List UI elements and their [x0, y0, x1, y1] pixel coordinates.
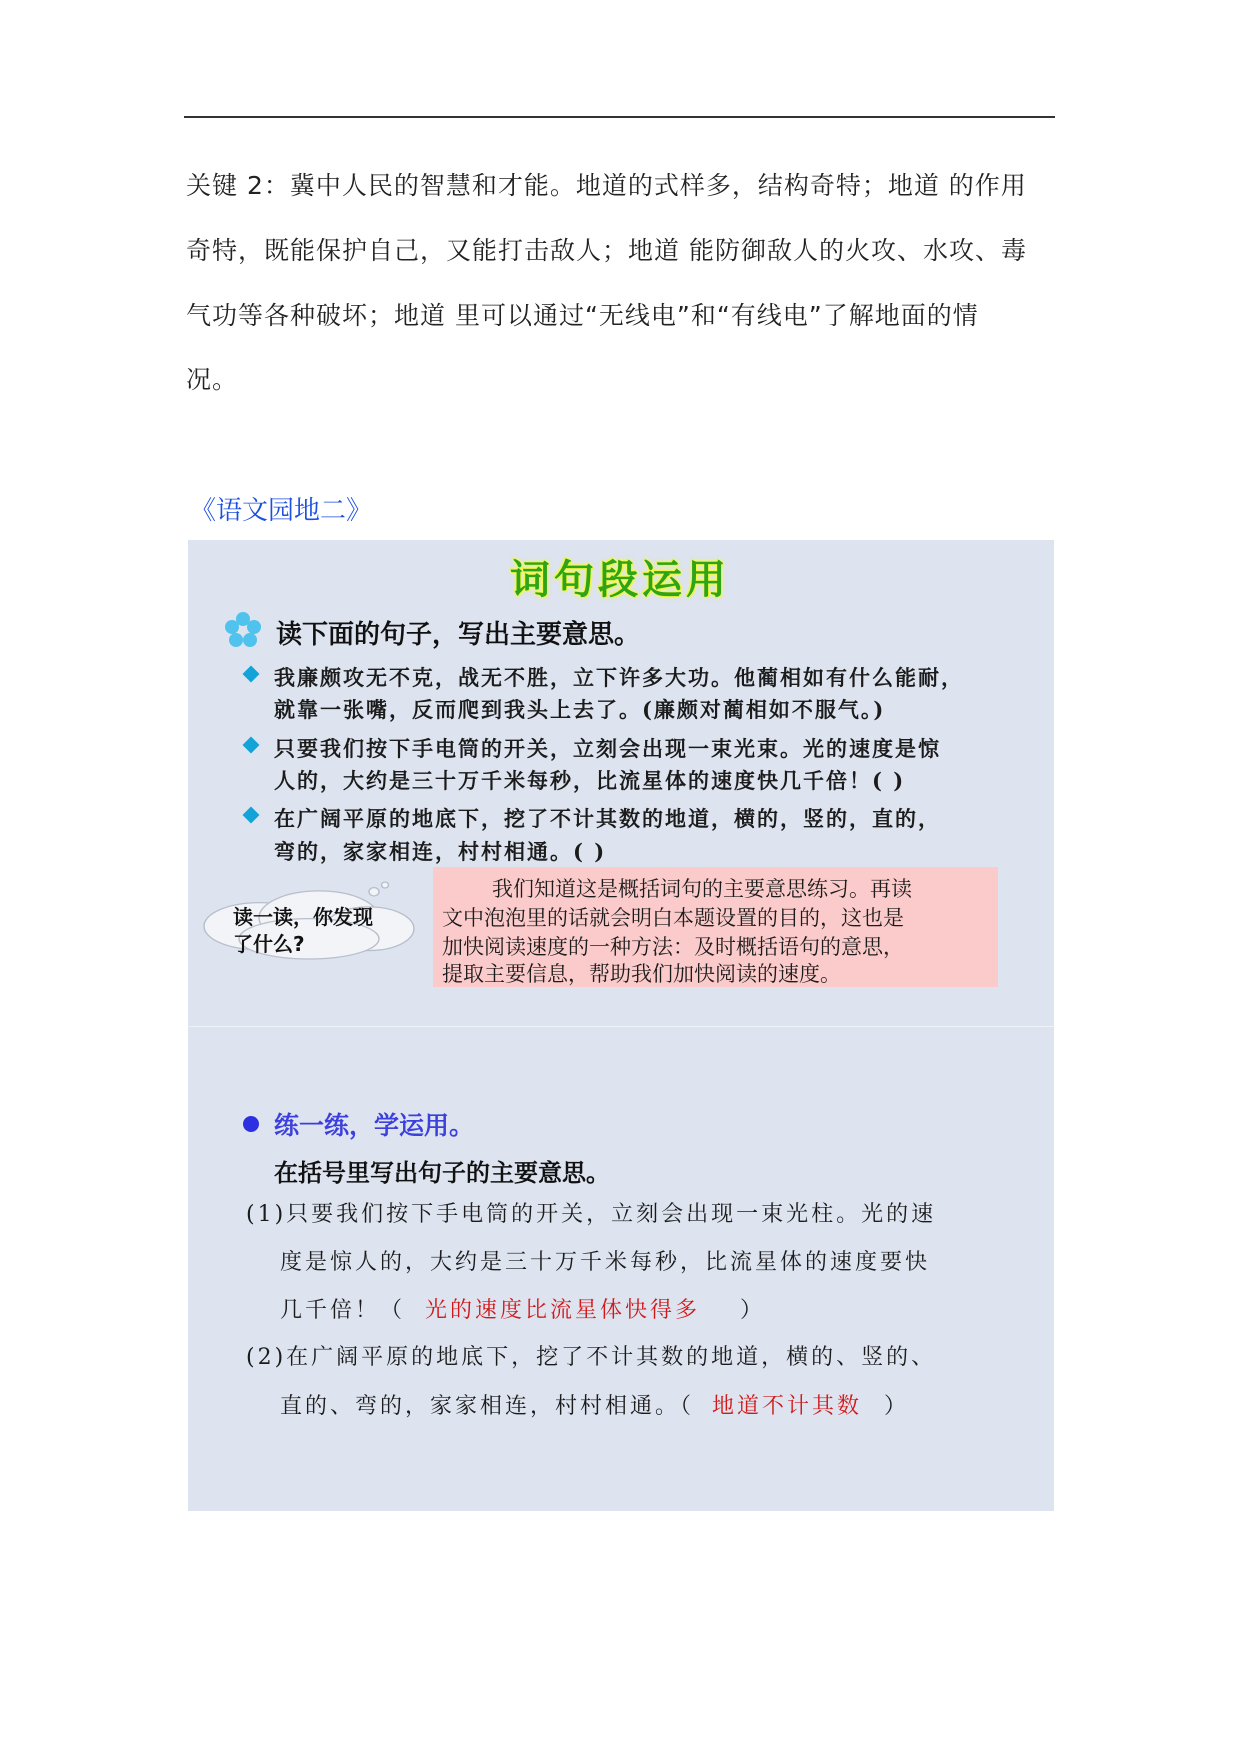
paragraph-line: 关键 2：冀中人民的智慧和才能。地道的式样多，结构奇特；地道 的作用	[186, 171, 1027, 200]
question-text: ）	[884, 1394, 910, 1419]
question-text: 直的、弯的，家家相连，村村相通。（	[280, 1394, 695, 1419]
bullet-line: 弯的，家家相连，村村相通。( )	[274, 839, 607, 864]
answer-text: 光的速度比流星体快得多	[425, 1298, 701, 1323]
question-1-answer-line	[280, 1293, 765, 1324]
question-2-line: (2)在广阔平原的地底下，挖了不计其数的地道，横的、竖的、	[246, 1345, 937, 1370]
slide-divider	[188, 1026, 1054, 1027]
bullet-line: 人的，大约是三十万千米每秒，比流星体的速度快几千倍！( )	[274, 768, 906, 793]
exercise-heading: 读下面的句子，写出主要意思。	[276, 620, 641, 650]
question-text: ）	[740, 1298, 766, 1323]
question-1-line: 度是惊人的，大约是三十万千米每秒，比流星体的速度要快	[280, 1250, 931, 1275]
paragraph-line: 气功等各种破坏；地道 里可以通过“无线电”和“有线电”了解地面的情	[186, 301, 979, 330]
bullet-line: 就靠一张嘴，反而爬到我头上去了。(廉颇对蔺相如不服气。)	[274, 697, 886, 722]
cloud-text: 读一读，你发现	[233, 905, 373, 929]
flower-icon	[224, 611, 262, 649]
bullet-line: 只要我们按下手电筒的开关，立刻会出现一束光束。光的速度是惊	[274, 736, 941, 761]
answer-text: 地道不计其数	[712, 1394, 863, 1419]
paragraph-line: 奇特，既能保护自己，又能打击敌人；地道 能防御敌人的火攻、水攻、毒	[186, 236, 1027, 265]
question-text: 几千倍！（	[280, 1298, 406, 1323]
cloud-text: 了什么?	[233, 932, 305, 956]
question-2-answer-line	[280, 1389, 909, 1420]
tip-line: 加快阅读速度的一种方法：及时概括语句的意思，	[442, 935, 904, 959]
bullet-line: 在广阔平原的地底下，挖了不计其数的地道，横的，竖的，直的，	[274, 806, 941, 831]
bullet-dot-icon	[243, 1116, 259, 1132]
practice-title: 练一练，学运用。	[274, 1111, 475, 1140]
slide-title: 词句段运用	[510, 557, 730, 603]
tip-line: 我们知道这是概括词句的主要意思练习。再读	[492, 877, 912, 901]
practice-instruction: 在括号里写出句子的主要意思。	[274, 1159, 610, 1187]
bullet-line: 我廉颇攻无不克，战无不胜，立下许多大功。他蔺相如有什么能耐，	[274, 665, 964, 690]
paragraph-line: 况。	[186, 365, 239, 394]
tip-line: 文中泡泡里的话就会明白本题设置的目的，这也是	[442, 906, 904, 930]
question-1-line: (1)只要我们按下手电筒的开关，立刻会出现一束光柱。光的速	[246, 1202, 937, 1227]
section-link[interactable]: 《语文园地二》	[190, 496, 373, 526]
tip-line: 提取主要信息，帮助我们加快阅读的速度。	[442, 962, 841, 986]
header-rule	[184, 116, 1055, 118]
